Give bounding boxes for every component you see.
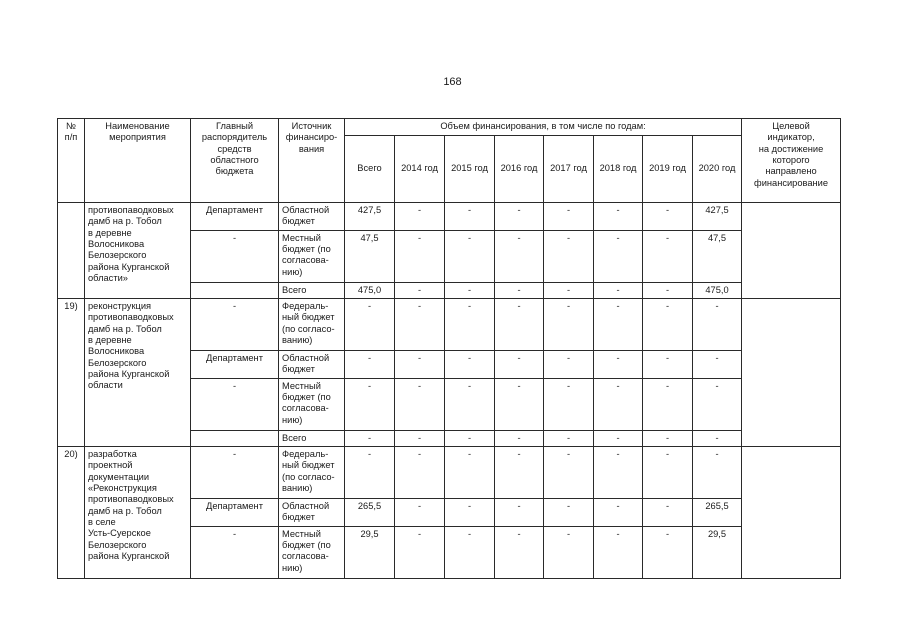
value-cell: - bbox=[643, 298, 693, 350]
distributor-cell: Департамент bbox=[191, 203, 279, 231]
value-cell: 47,5 bbox=[693, 230, 742, 282]
table-row bbox=[58, 446, 841, 498]
value-cell: - bbox=[594, 498, 643, 526]
value-cell: - bbox=[495, 298, 544, 350]
activity-name: противопаводковых дамб на р. Тобол в деревне Волосникова Белозерского района Курганской области» bbox=[85, 203, 191, 299]
page-number: 168 bbox=[443, 76, 462, 88]
header-year: 2016 год bbox=[495, 136, 544, 203]
value-cell: - bbox=[643, 282, 693, 298]
value-cell: - bbox=[643, 430, 693, 446]
value-cell: - bbox=[495, 446, 544, 498]
value-cell: - bbox=[643, 230, 693, 282]
value-cell: - bbox=[594, 350, 643, 378]
value-cell: - bbox=[445, 282, 495, 298]
header-target: Целевой индикатор, на достижение которого направлено финансирование bbox=[742, 119, 841, 203]
activity-name: реконструкция противопаводковых дамб на р. Тобол в деревне Волосникова Белозерского района Курганской области bbox=[85, 298, 191, 446]
financing-table bbox=[57, 118, 841, 579]
header-year: 2015 год bbox=[445, 136, 495, 203]
distributor-cell: - bbox=[191, 298, 279, 350]
target-indicator-cell bbox=[742, 446, 841, 578]
value-cell: - bbox=[544, 350, 594, 378]
row-number bbox=[58, 203, 85, 299]
value-cell: - bbox=[594, 282, 643, 298]
header-source: Источник финансиро- вания bbox=[279, 119, 345, 203]
value-cell: - bbox=[445, 498, 495, 526]
value-cell: - bbox=[395, 282, 445, 298]
value-cell: - bbox=[445, 298, 495, 350]
header-num: № п/п bbox=[58, 119, 85, 203]
target-indicator-cell bbox=[742, 203, 841, 299]
value-cell: - bbox=[643, 498, 693, 526]
value-cell: - bbox=[594, 203, 643, 231]
distributor-cell bbox=[191, 282, 279, 298]
value-cell: - bbox=[643, 446, 693, 498]
value-cell: - bbox=[544, 526, 594, 578]
value-cell: - bbox=[544, 378, 594, 430]
distributor-cell: - bbox=[191, 378, 279, 430]
value-cell: - bbox=[495, 282, 544, 298]
value-cell: - bbox=[594, 298, 643, 350]
value-cell: - bbox=[445, 446, 495, 498]
value-cell: - bbox=[395, 203, 445, 231]
header-year: 2020 год bbox=[693, 136, 742, 203]
source-cell: Всего bbox=[279, 430, 345, 446]
value-cell: 265,5 bbox=[693, 498, 742, 526]
value-cell: - bbox=[643, 203, 693, 231]
distributor-cell: Департамент bbox=[191, 498, 279, 526]
value-cell: - bbox=[544, 203, 594, 231]
distributor-cell bbox=[191, 430, 279, 446]
value-cell: - bbox=[544, 282, 594, 298]
header-distributor: Главный распорядитель средств областного бюджета bbox=[191, 119, 279, 203]
value-cell: - bbox=[445, 430, 495, 446]
value-cell: - bbox=[445, 230, 495, 282]
value-cell: - bbox=[693, 378, 742, 430]
source-cell: Областной бюджет bbox=[279, 203, 345, 231]
value-cell: - bbox=[445, 378, 495, 430]
value-cell: - bbox=[594, 446, 643, 498]
value-cell: - bbox=[544, 498, 594, 526]
value-cell: - bbox=[495, 230, 544, 282]
source-cell: Местный бюджет (по согласова- нию) bbox=[279, 526, 345, 578]
value-cell: - bbox=[544, 230, 594, 282]
value-cell: - bbox=[345, 298, 395, 350]
value-cell: - bbox=[395, 430, 445, 446]
value-cell: - bbox=[395, 446, 445, 498]
source-cell: Местный бюджет (по согласова- нию) bbox=[279, 378, 345, 430]
value-cell: - bbox=[544, 430, 594, 446]
value-cell: - bbox=[693, 350, 742, 378]
value-cell: - bbox=[495, 526, 544, 578]
value-cell: - bbox=[445, 526, 495, 578]
header-year: 2018 год bbox=[594, 136, 643, 203]
distributor-cell: - bbox=[191, 526, 279, 578]
value-cell: - bbox=[693, 430, 742, 446]
value-cell: - bbox=[395, 350, 445, 378]
distributor-cell: Департамент bbox=[191, 350, 279, 378]
source-cell: Областной бюджет bbox=[279, 350, 345, 378]
value-cell: - bbox=[495, 498, 544, 526]
value-cell: 47,5 bbox=[345, 230, 395, 282]
value-cell: - bbox=[495, 378, 544, 430]
value-cell: 29,5 bbox=[345, 526, 395, 578]
value-cell: 427,5 bbox=[693, 203, 742, 231]
header-total: Всего bbox=[345, 136, 395, 203]
value-cell: 265,5 bbox=[345, 498, 395, 526]
value-cell: - bbox=[445, 350, 495, 378]
value-cell: - bbox=[594, 378, 643, 430]
value-cell: 29,5 bbox=[693, 526, 742, 578]
value-cell: 475,0 bbox=[345, 282, 395, 298]
value-cell: - bbox=[594, 430, 643, 446]
value-cell: - bbox=[345, 378, 395, 430]
value-cell: - bbox=[693, 298, 742, 350]
value-cell: - bbox=[495, 430, 544, 446]
table-row bbox=[58, 298, 841, 350]
source-cell: Местный бюджет (по согласова- нию) bbox=[279, 230, 345, 282]
value-cell: - bbox=[643, 526, 693, 578]
header-year: 2017 год bbox=[544, 136, 594, 203]
value-cell: - bbox=[594, 526, 643, 578]
header-year: 2014 год bbox=[395, 136, 445, 203]
source-cell: Всего bbox=[279, 282, 345, 298]
value-cell: - bbox=[445, 203, 495, 231]
row-number: 19) bbox=[58, 298, 85, 446]
value-cell: - bbox=[345, 446, 395, 498]
value-cell: - bbox=[594, 230, 643, 282]
value-cell: 427,5 bbox=[345, 203, 395, 231]
value-cell: 475,0 bbox=[693, 282, 742, 298]
distributor-cell: - bbox=[191, 230, 279, 282]
value-cell: - bbox=[544, 446, 594, 498]
activity-name: разработка проектной документации «Реконструкция противопаводковых дамб на р. Тобол в селе Усть-Суерское Белозерского района Курганской bbox=[85, 446, 191, 578]
value-cell: - bbox=[643, 350, 693, 378]
header-name: Наименование мероприятия bbox=[85, 119, 191, 203]
value-cell: - bbox=[495, 350, 544, 378]
value-cell: - bbox=[544, 298, 594, 350]
value-cell: - bbox=[395, 298, 445, 350]
value-cell: - bbox=[345, 350, 395, 378]
value-cell: - bbox=[643, 378, 693, 430]
value-cell: - bbox=[693, 446, 742, 498]
source-cell: Федераль- ный бюджет (по согласо- ванию) bbox=[279, 298, 345, 350]
header-volume: Объем финансирования, в том числе по годам: bbox=[345, 119, 742, 136]
value-cell: - bbox=[345, 430, 395, 446]
value-cell: - bbox=[495, 203, 544, 231]
source-cell: Областной бюджет bbox=[279, 498, 345, 526]
target-indicator-cell bbox=[742, 298, 841, 446]
page-bottom-margin bbox=[0, 604, 905, 640]
distributor-cell: - bbox=[191, 446, 279, 498]
value-cell: - bbox=[395, 526, 445, 578]
value-cell: - bbox=[395, 378, 445, 430]
source-cell: Федераль- ный бюджет (по согласо- ванию) bbox=[279, 446, 345, 498]
table-row bbox=[58, 203, 841, 231]
value-cell: - bbox=[395, 230, 445, 282]
value-cell: - bbox=[395, 498, 445, 526]
row-number: 20) bbox=[58, 446, 85, 578]
header-year: 2019 год bbox=[643, 136, 693, 203]
